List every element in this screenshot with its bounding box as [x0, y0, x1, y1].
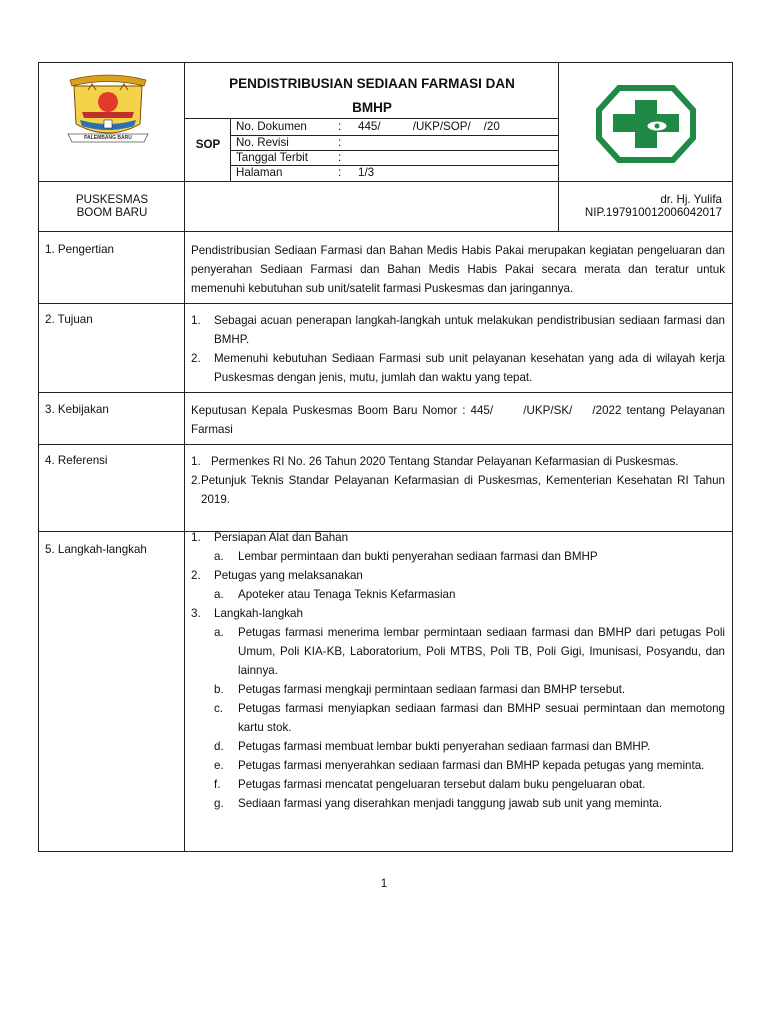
section-divider	[38, 444, 733, 445]
step-item	[191, 737, 725, 756]
logo-caption: PALEMBANG BARU	[84, 135, 132, 141]
list-text: Lembar permintaan dan bukti penyerahan sediaan farmasi dan BMHP	[238, 550, 598, 563]
org-line-1: PUSKESMAS	[75, 193, 149, 206]
org-line-2: BOOM BARU	[76, 206, 148, 219]
meta-value-halaman: 1/3	[358, 166, 375, 179]
list-text: Apoteker atau Tenaga Teknis Kefarmasian	[238, 588, 456, 601]
meta-key-tanggal-terbit: Tanggal Terbit	[236, 151, 308, 164]
list-item	[191, 311, 725, 349]
organization-name	[40, 193, 184, 219]
section-divider	[38, 392, 733, 393]
meta-key-no-revisi: No. Revisi	[236, 136, 289, 149]
step-group-title	[191, 604, 725, 623]
list-number: 2.	[191, 569, 201, 582]
list-letter: g.	[214, 797, 224, 810]
signer-block	[560, 193, 722, 219]
step-item	[191, 794, 725, 813]
list-text: Persiapan Alat dan Bahan	[214, 531, 349, 544]
list-text: Sediaan farmasi yang diserahkan menjadi tanggung jawab sub unit yang meminta.	[238, 797, 663, 810]
list-text: Petugas farmasi menyiapkan sediaan farmasi dan BMHP sesuai permintaan dan memotong kartu stok.	[238, 702, 725, 734]
document-title	[186, 72, 558, 120]
list-text: Permenkes RI No. 26 Tahun 2020 Tentang Standar Pelayanan Kefarmasian di Puskesmas.	[211, 455, 679, 468]
list-item	[191, 349, 725, 387]
section-divider	[38, 303, 733, 304]
section-label-pengertian: 1. Pengertian	[45, 243, 114, 256]
page-number: 1	[380, 877, 388, 890]
list-letter: e.	[214, 759, 224, 772]
section-label-langkah: 5. Langkah-langkah	[45, 543, 147, 556]
meta-value-no-dokumen: 445/ /UKP/SOP/ /20	[358, 120, 500, 133]
list-number: 1.	[191, 531, 201, 544]
list-letter: a.	[214, 588, 224, 601]
step-group-title	[191, 566, 725, 585]
section-list-referensi	[191, 452, 725, 509]
list-item	[191, 471, 725, 509]
title-line-1: PENDISTRIBUSIAN SEDIAAN FARMASI DAN	[229, 76, 515, 91]
meta-key-halaman: Halaman	[236, 166, 283, 179]
list-text: Langkah-langkah	[214, 607, 303, 620]
list-number: 2.	[191, 352, 201, 365]
signer-nip: NIP.197910012006042017	[584, 206, 722, 219]
list-text: Petugas yang melaksanakan	[214, 569, 363, 582]
meta-sep: :	[338, 136, 342, 149]
list-letter: a.	[214, 626, 224, 639]
step-item	[191, 547, 725, 566]
list-letter: d.	[214, 740, 224, 753]
step-group-title	[191, 528, 725, 547]
list-text: Petugas farmasi mengkaji permintaan sediaan farmasi dan BMHP tersebut.	[238, 683, 626, 696]
list-text: Petugas farmasi membuat lembar bukti penyerahan sediaan farmasi dan BMHP.	[238, 740, 651, 753]
meta-sep: :	[338, 151, 342, 164]
header-right-divider	[558, 62, 559, 231]
step-item	[191, 585, 725, 604]
list-letter: a.	[214, 550, 224, 563]
meta-sep: :	[338, 120, 342, 133]
step-item	[191, 775, 725, 794]
list-text: Petugas farmasi mencatat pengeluaran tersebut dalam buku pengeluaran obat.	[238, 778, 646, 791]
city-emblem-logo	[62, 68, 154, 153]
section-label-tujuan: 2. Tujuan	[45, 313, 93, 326]
list-letter: b.	[214, 683, 224, 696]
section-list-langkah	[191, 528, 725, 813]
list-letter: f.	[214, 778, 221, 791]
list-letter: c.	[214, 702, 224, 715]
step-item	[191, 680, 725, 699]
list-item	[191, 452, 725, 471]
list-text: Petunjuk Teknis Standar Pelayanan Kefarmasian di Puskesmas, Kementerian Kesehatan RI Tahun 2019.	[201, 474, 725, 506]
section-text-kebijakan: Keputusan Kepala Puskesmas Boom Baru Nomor : 445/ /UKP/SK/ /2022 tentang Pelayanan Farmasi	[191, 404, 729, 436]
list-text: Petugas farmasi menerima lembar permintaan sediaan farmasi dan BMHP dari petugas Poli Umum, Poli KIA-KB, Laboratorium, Poli MTBS, Poli TB, Poli Gigi, Imunisasi, Posyandu, dan lainnya.	[238, 626, 725, 677]
list-number: 2.	[191, 474, 201, 487]
section-label-kebijakan: 3. Kebijakan	[45, 403, 109, 416]
list-text: Sebagai acuan penerapan langkah-langkah untuk melakukan pendistribusian sediaan farmasi dan BMHP.	[214, 314, 725, 346]
list-number: 1.	[191, 314, 201, 327]
list-number: 3.	[191, 607, 201, 620]
meta-sep: :	[338, 166, 342, 179]
section-list-tujuan	[191, 311, 725, 387]
step-item	[191, 699, 725, 737]
signer-name: dr. Hj. Yulifa	[660, 193, 722, 206]
title-line-2: BMHP	[352, 100, 392, 115]
list-number: 1.	[191, 455, 201, 468]
section-text-pengertian: Pendistribusian Sediaan Farmasi dan Bahan Medis Habis Pakai merupakan kegiatan pengeluaran dan penyerahan Sediaan Farmasi dan Bahan Medis Habis Pakai secara merata dan teratur untuk memenuhi kebutuhan sub unit/satelit farmasi Puskesmas dan jaringannya.	[191, 244, 725, 295]
step-item	[191, 756, 725, 775]
step-item	[191, 623, 725, 680]
section-label-referensi: 4. Referensi	[45, 454, 108, 467]
sop-label: SOP	[195, 138, 221, 151]
header-bottom-divider	[38, 181, 733, 182]
list-text: Petugas farmasi menyerahkan sediaan farmasi dan BMHP kepada petugas yang meminta.	[238, 759, 705, 772]
puskesmas-logo	[595, 84, 697, 167]
meta-key-no-dokumen: No. Dokumen	[236, 120, 307, 133]
section-divider	[38, 231, 733, 232]
list-text: Memenuhi kebutuhan Sediaan Farmasi sub unit pelayanan kesehatan yang ada di wilayah kerja Puskesmas dengan jenis, mutu, jumlah dan waktu yang tepat.	[214, 352, 725, 384]
